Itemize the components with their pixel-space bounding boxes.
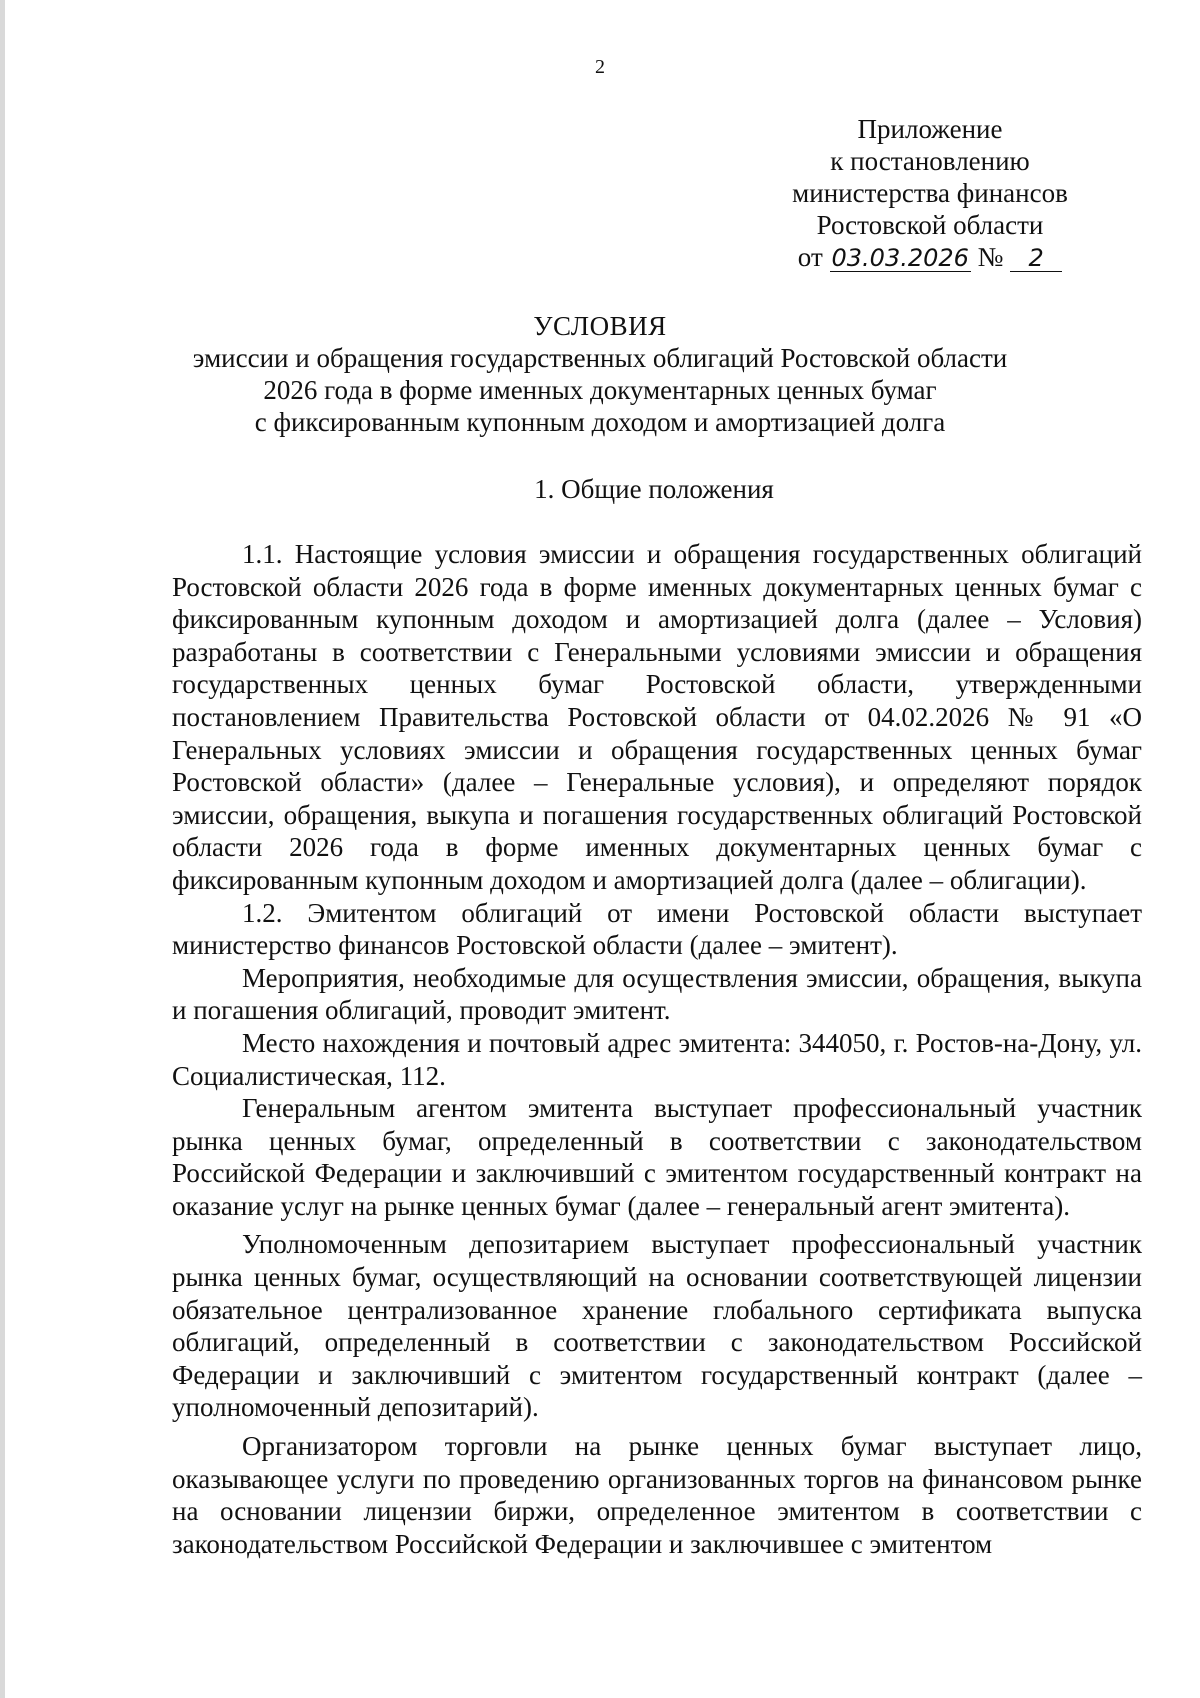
document-subtitle-line-2: 2026 года в форме именных документарных ценных бумаг xyxy=(263,375,937,405)
appendix-block xyxy=(740,113,1120,273)
paragraph-general-agent: Генеральным агентом эмитента выступает профессиональный участник рынка ценных бумаг, определенный в соответствии с законодательством Российской Федерации и заключивший с эмитентом государственный контракт на оказание услуг на рынке ценных бумаг (далее – генеральный агент эмитента). xyxy=(172,1093,1142,1221)
date-prefix: от xyxy=(797,242,823,272)
paragraph-trade-organizer: Организатором торговли на рынке ценных бумаг выступает лицо, оказывающее услуги по проведению организованных торгов на финансовом рынке на основании лицензии биржи, определенное эмитентом в соответствии с законодательством Российской Федерации и заключившее с эмитентом xyxy=(172,1431,1142,1559)
document-title: УСЛОВИЯ xyxy=(533,311,667,341)
appendix-line-1: Приложение xyxy=(857,114,1003,144)
handwritten-date: 03.03.2026 xyxy=(831,244,969,272)
paragraph-address: Место нахождения и почтовый адрес эмитента: 344050, г. Ростов-на-Дону, ул. Социалистическая, 112. xyxy=(172,1027,1142,1091)
appendix-line-2: к постановлению xyxy=(830,146,1030,176)
scan-edge xyxy=(0,0,5,1698)
appendix-line-4: Ростовской области xyxy=(816,210,1044,240)
paragraph-1-2: 1.2. Эмитентом облигаций от имени Ростовской области выступает министерство финансов Ростовской области (далее – эмитент). xyxy=(172,897,1142,961)
document-heading xyxy=(150,310,1050,438)
number-prefix: № xyxy=(977,242,1004,272)
body-text xyxy=(172,538,1142,1560)
appendix-date-line xyxy=(740,241,1120,273)
document-subtitle-line-3: с фиксированным купонным доходом и амортизацией долга xyxy=(254,407,946,437)
document-subtitle-line-1: эмиссии и обращения государственных облигаций Ростовской области xyxy=(192,343,1008,373)
appendix-line-3: министерства финансов xyxy=(792,178,1068,208)
paragraph-measures: Мероприятия, необходимые для осуществления эмиссии, обращения, выкупа и погашения облигаций, проводит эмитент. xyxy=(172,962,1142,1026)
page-number: 2 xyxy=(595,56,605,78)
section-title: 1. Общие положения xyxy=(534,474,774,504)
handwritten-number: 2 xyxy=(1010,245,1062,272)
paragraph-depositary: Уполномоченным депозитарием выступает профессиональный участник рынка ценных бумаг, осуществляющий на основании соответствующей лицензии обязательное централизованное хранение глобального сертификата выпуска облигаций, определенный в соответствии с законодательством Российской Федерации и заключивший с эмитентом государственный контракт (далее – уполномоченный депозитарий). xyxy=(172,1229,1142,1423)
paragraph-1-1: 1.1. Настоящие условия эмиссии и обращения государственных облигаций Ростовской области 2026 года в форме именных документарных ценных бумаг с фиксированным купонным доходом и амортизацией долга (далее – Условия) разработаны в соответствии с Генеральными условиями эмиссии и обращения государственных ценных бумаг Ростовской области, утвержденными постановлением Правительства Ростовской области от 04.02.2026 № 91 «О Генеральных условиях эмиссии и обращения государственных ценных бумаг Ростовской области» (далее – Генеральные условия), и определяют порядок эмиссии, обращения, выкупа и погашения государственных облигаций Ростовской области 2026 года в форме именных документарных ценных бумаг с фиксированным купонным доходом и амортизацией долга (далее – облигации). xyxy=(172,539,1142,895)
